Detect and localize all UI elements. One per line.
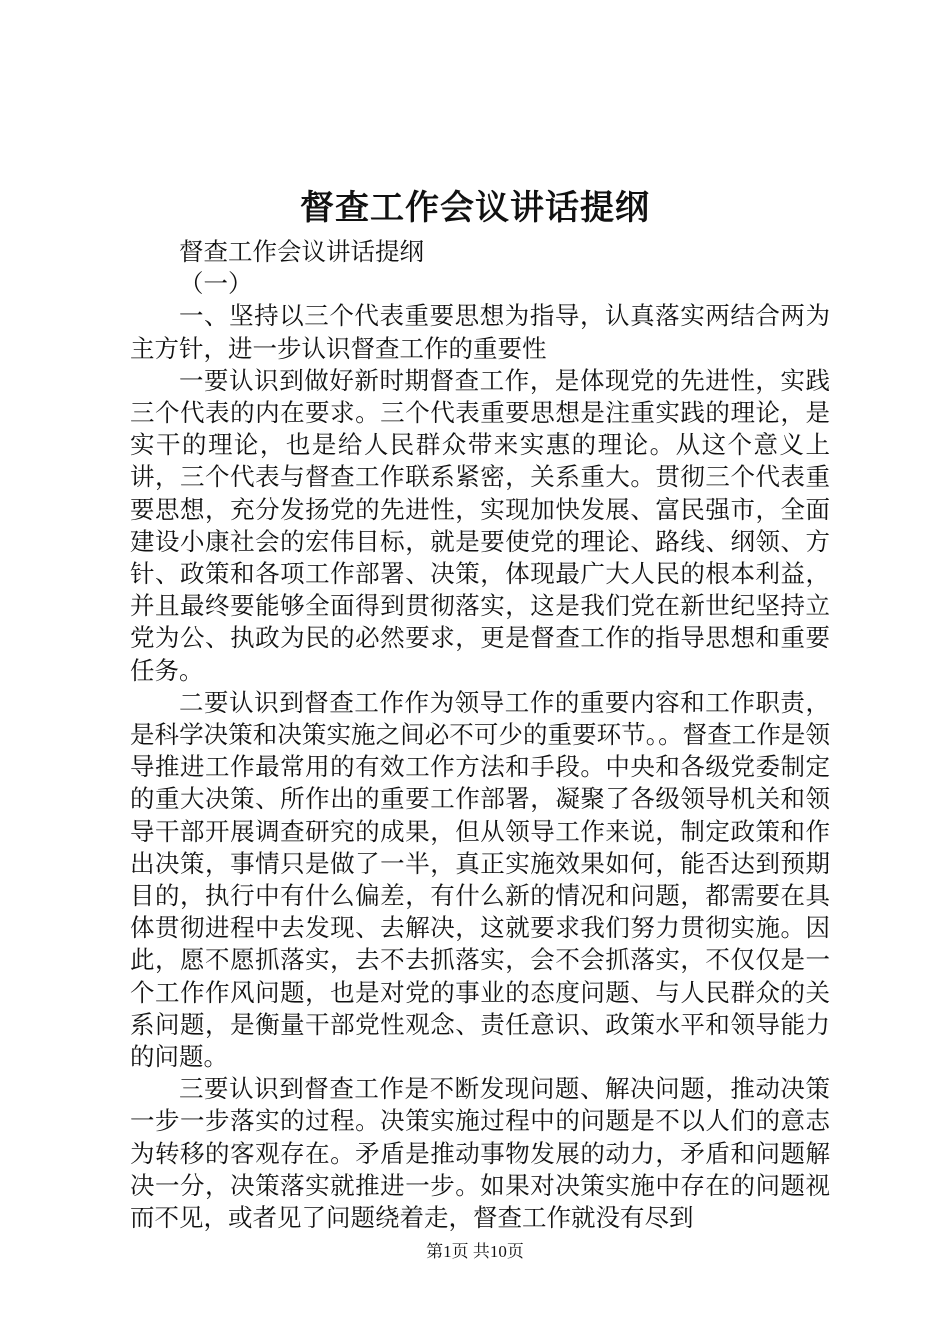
paragraph-point-two: 二要认识到督查工作作为领导工作的重要内容和工作职责，是科学决策和决策实施之间必不可少的重要环节。。督查工作是领导推进工作最常用的有效工作方法和手段。中央和各级党委制定的重大决策、所作出的重要工作部署，凝聚了各级领导机关和领导干部开展调查研究的成果，但从领导工作来说，制定政策和作出决策，事情只是做了一半，真正实施效果如何，能否达到预期目的，执行中有什么偏差，有什么新的情况和问题，都需要在具体贯彻进程中去发现、去解决，这就要求我们努力贯彻实施。因此，愿不愿抓落实，去不去抓落实，会不会抓落实，不仅仅是一个工作作风问题，也是对党的事业的态度问题、与人民群众的关系问题，是衡量干部党性观念、责任意识、政策水平和领导能力的问题。: [130, 687, 830, 1072]
paragraph-point-one: 一要认识到做好新时期督查工作，是体现党的先进性，实践三个代表的内在要求。三个代表重要思想是注重实践的理论，是实干的理论，也是给人民群众带来实惠的理论。从这个意义上讲，三个代表与督查工作联系紧密，关系重大。贯彻三个代表重要思想，充分发扬党的先进性，实现加快发展、富民强市，全面建设小康社会的宏伟目标，就是要使党的理论、路线、纲领、方针、政策和各项工作部署、决策，体现最广大人民的根本利益，并且最终要能够全面得到贯彻落实，这是我们党在新世纪坚持立党为公、执政为民的必然要求，更是督查工作的指导思想和重要任务。: [130, 365, 830, 685]
paragraph-point-three: 三要认识到督查工作是不断发现问题、解决问题，推动决策一步一步落实的过程。决策实施过程中的问题是不以人们的意志为转移的客观存在。矛盾是推动事物发展的动力，矛盾和问题解决一分，决策落实就推进一步。如果对决策实施中存在的问题视而不见，或者见了问题绕着走，督查工作就没有尽到: [130, 1074, 830, 1233]
document-body: [130, 236, 830, 1234]
paragraph-heading-one: 一、坚持以三个代表重要思想为指导，认真落实两结合两为主方针，进一步认识督查工作的重要性: [130, 301, 830, 363]
paragraph-subtitle: 督查工作会议讲话提纲: [179, 237, 424, 266]
document-title: 督查工作会议讲话提纲: [300, 188, 650, 228]
page-footer: 第1页 共10页: [426, 1242, 524, 1261]
paragraph-section-number: （一）: [179, 269, 253, 299]
